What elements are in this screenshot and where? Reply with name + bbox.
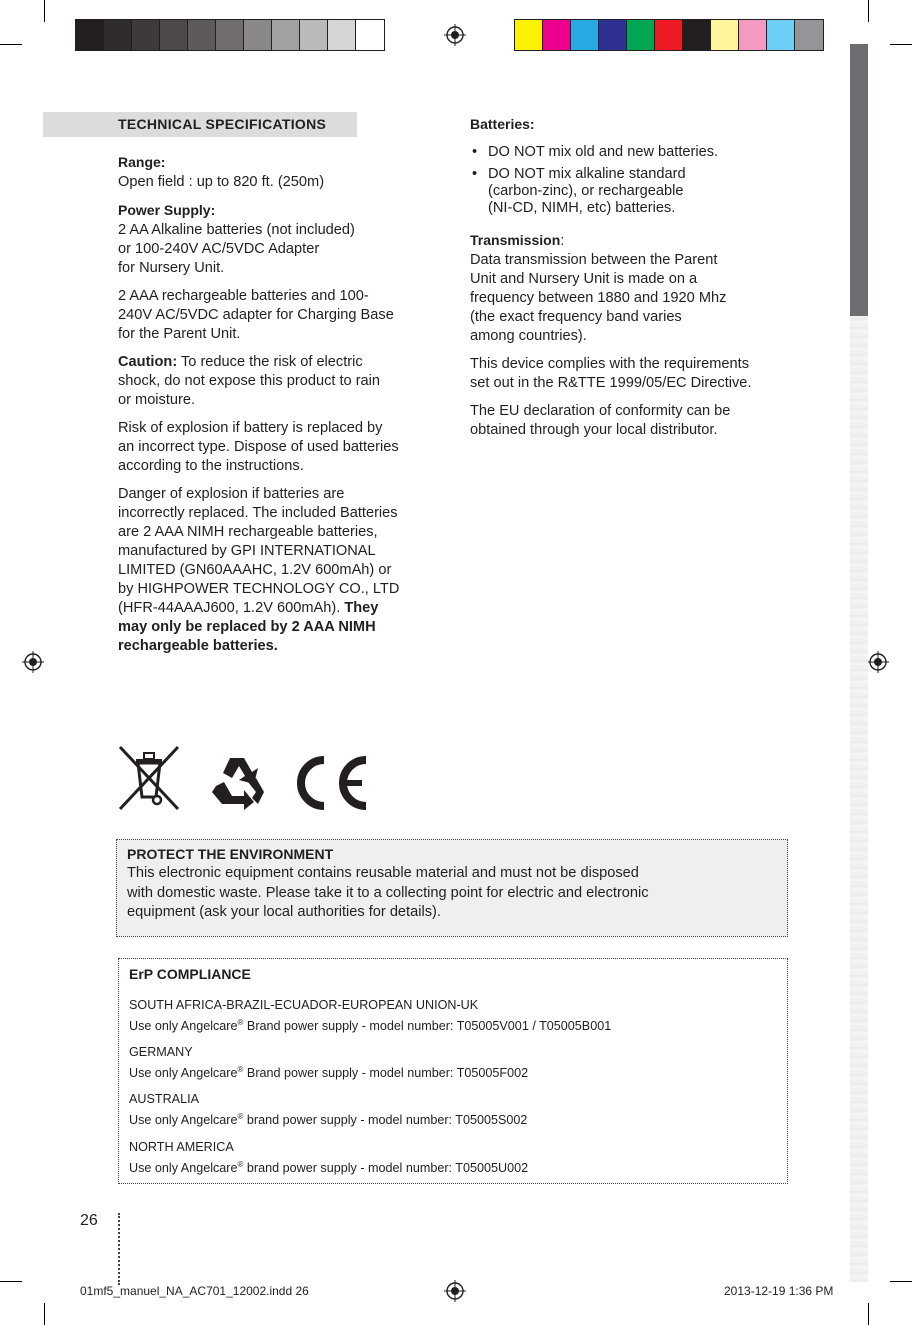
- process-color-bar: [514, 19, 824, 51]
- power-label: Power Supply:: [118, 202, 216, 218]
- complies-line: set out in the R&TTE 1999/05/EC Directive.: [470, 375, 752, 391]
- list-item: [470, 166, 810, 217]
- erp-region-row: [129, 1139, 777, 1177]
- erp-title: ErP COMPLIANCE: [129, 966, 251, 982]
- registered-mark: ®: [237, 1159, 244, 1169]
- color-swatch: [599, 20, 627, 50]
- danger-line: by HIGHPOWER TECHNOLOGY CO., LTD: [118, 581, 400, 597]
- color-swatch: [795, 20, 823, 50]
- transmission-label: Transmission: [470, 232, 561, 248]
- registration-mark-icon: [22, 651, 44, 673]
- color-swatch: [543, 20, 571, 50]
- erp-region: AUSTRALIA: [129, 1092, 199, 1107]
- erp-text: Use only Angelcare: [129, 1019, 238, 1034]
- power-line: 2 AAA rechargeable batteries and 100-: [118, 288, 369, 304]
- range-text: Open field : up to 820 ft. (250m): [118, 174, 325, 190]
- color-swatch: [104, 20, 132, 50]
- danger-bold: may only be replaced by 2 AAA NIMH: [118, 619, 376, 635]
- erp-region-row: [129, 1091, 777, 1129]
- erp-text: Brand power supply - model number: T05005V001 / T05005B001: [243, 1019, 612, 1034]
- caution-line: To reduce the risk of electric: [177, 354, 363, 370]
- batteries-block: [470, 115, 810, 135]
- edge-thumb-tab: [850, 44, 868, 316]
- power-line: for the Parent Unit.: [118, 326, 241, 342]
- list-item: [470, 143, 810, 162]
- color-swatch: [739, 20, 767, 50]
- color-swatch: [356, 20, 384, 50]
- erp-compliance-box: [118, 958, 788, 1184]
- power-line: or 100-240V AC/5VDC Adapter: [118, 241, 320, 257]
- left-column: [118, 153, 448, 665]
- eu-line: obtained through your local distributor.: [470, 422, 718, 438]
- power-block: [118, 201, 448, 278]
- section-title: TECHNICAL SPECIFICATIONS: [43, 112, 357, 137]
- environment-line: with domestic waste. Please take it to a collecting point for electric and electronic: [127, 884, 649, 901]
- transmission-line: (the exact frequency band varies: [470, 309, 682, 325]
- registered-mark: ®: [237, 1018, 244, 1027]
- environment-line: This electronic equipment contains reusable material and must not be disposed: [127, 865, 639, 881]
- risk-line: Risk of explosion if battery is replaced by: [118, 420, 383, 436]
- color-swatch: [132, 20, 160, 50]
- crop-mark: [890, 44, 912, 45]
- erp-region: GERMANY: [129, 1045, 193, 1060]
- color-swatch: [655, 20, 683, 50]
- registration-mark-icon: [867, 651, 889, 673]
- color-swatch: [627, 20, 655, 50]
- crop-mark: [890, 1281, 912, 1282]
- erp-text: Use only Angelcare: [129, 1113, 238, 1128]
- erp-text: Use only Angelcare: [129, 1160, 238, 1175]
- color-swatch: [711, 20, 739, 50]
- danger-line: incorrectly replaced. The included Batteries: [118, 505, 398, 521]
- slug-filename: 01mf5_manuel_NA_AC701_12002.indd 26: [80, 1284, 309, 1298]
- crop-mark: [868, 0, 869, 22]
- erp-region: SOUTH AFRICA-BRAZIL-ECUADOR-EUROPEAN UNION-UK: [129, 998, 479, 1012]
- erp-text: brand power supply - model number: T05005U002: [243, 1160, 529, 1175]
- color-swatch: [328, 20, 356, 50]
- bullet-line: (carbon-zinc), or rechargeable: [488, 183, 684, 199]
- risk-block: [118, 419, 448, 476]
- caution-block: [118, 353, 448, 410]
- erp-text: brand power supply - model number: T05005S002: [243, 1113, 528, 1128]
- bullet-line: (NI-CD, NIMH, etc) batteries.: [488, 200, 676, 216]
- environment-title: PROTECT THE ENVIRONMENT: [127, 846, 334, 862]
- color-swatch: [216, 20, 244, 50]
- danger-line: LIMITED (GN60AAAHC, 1.2V 600mAh) or: [118, 562, 392, 578]
- registration-mark-icon: [444, 1280, 466, 1302]
- danger-line: are 2 AAA NIMH rechargeable batteries,: [118, 524, 378, 540]
- bullet-line: DO NOT mix old and new batteries.: [488, 144, 719, 160]
- caution-line: or moisture.: [118, 392, 196, 408]
- erp-text: Brand power supply - model number: T05005F002: [243, 1066, 529, 1081]
- crop-mark: [868, 1303, 869, 1325]
- slug-date: 2013-12-19 1:36 PM: [724, 1284, 834, 1298]
- complies-line: This device complies with the requirements: [470, 356, 750, 372]
- erp-region-row: [129, 1044, 777, 1082]
- edge-strip: [850, 316, 868, 1282]
- danger-block: [118, 485, 448, 656]
- batteries-label: Batteries:: [470, 116, 535, 132]
- danger-bold: rechargeable batteries.: [118, 638, 278, 654]
- range-label: Range:: [118, 154, 166, 170]
- color-swatch: [188, 20, 216, 50]
- environment-text: [127, 864, 777, 923]
- power-line: 240V AC/5VDC adapter for Charging Base: [118, 307, 394, 323]
- range-block: [118, 153, 448, 192]
- erp-region-row: [129, 997, 777, 1035]
- transmission-line: Data transmission between the Parent: [470, 252, 718, 268]
- power-block-2: [118, 287, 448, 344]
- power-line: 2 AA Alkaline batteries (not included): [118, 222, 355, 238]
- transmission-line: among countries).: [470, 328, 587, 344]
- registered-mark: ®: [237, 1112, 244, 1122]
- transmission-block: [470, 231, 810, 346]
- eu-declaration-block: [470, 402, 810, 440]
- color-swatch: [515, 20, 543, 50]
- caution-line: shock, do not expose this product to rain: [118, 373, 381, 389]
- color-swatch: [300, 20, 328, 50]
- caution-label: Caution:: [118, 354, 178, 370]
- environment-box: [116, 839, 788, 937]
- crop-mark: [44, 1303, 45, 1325]
- environment-line: equipment (ask your local authorities for details).: [127, 904, 441, 920]
- color-swatch: [244, 20, 272, 50]
- danger-line: manufactured by GPI INTERNATIONAL: [118, 543, 376, 559]
- registered-mark: ®: [237, 1065, 244, 1075]
- risk-line: an incorrect type. Dispose of used batteries: [118, 439, 399, 455]
- power-line: for Nursery Unit.: [118, 260, 225, 276]
- color-swatch: [160, 20, 188, 50]
- eu-line: The EU declaration of conformity can be: [470, 403, 731, 419]
- transmission-line: frequency between 1880 and 1920 Mhz: [470, 290, 727, 306]
- color-swatch: [272, 20, 300, 50]
- color-swatch: [76, 20, 104, 50]
- risk-line: according to the instructions.: [118, 458, 304, 474]
- erp-text: Use only Angelcare: [129, 1066, 238, 1081]
- color-swatch: [767, 20, 795, 50]
- grayscale-color-bar: [75, 19, 385, 51]
- recycle-icon: [208, 752, 268, 812]
- danger-bold: They: [344, 600, 379, 616]
- danger-line: (HFR-44AAAJ600, 1.2V 600mAh).: [118, 600, 345, 616]
- crop-mark: [0, 1281, 22, 1282]
- bullet-line: DO NOT mix alkaline standard: [488, 166, 686, 182]
- transmission-line: Unit and Nursery Unit is made on a: [470, 271, 698, 287]
- danger-line: Danger of explosion if batteries are: [118, 486, 345, 502]
- transmission-colon: :: [560, 233, 565, 249]
- crop-mark: [0, 44, 22, 45]
- ce-mark-icon: [290, 754, 370, 812]
- color-swatch: [683, 20, 711, 50]
- erp-region: NORTH AMERICA: [129, 1139, 234, 1154]
- complies-block: [470, 355, 810, 393]
- registration-mark-icon: [444, 24, 466, 46]
- crossed-bin-icon: [116, 745, 182, 811]
- dotted-divider: [118, 1213, 120, 1285]
- batteries-list: [470, 143, 810, 217]
- color-swatch: [571, 20, 599, 50]
- crop-mark: [44, 0, 45, 22]
- right-column: [470, 115, 810, 449]
- page-number: 26: [80, 1212, 98, 1229]
